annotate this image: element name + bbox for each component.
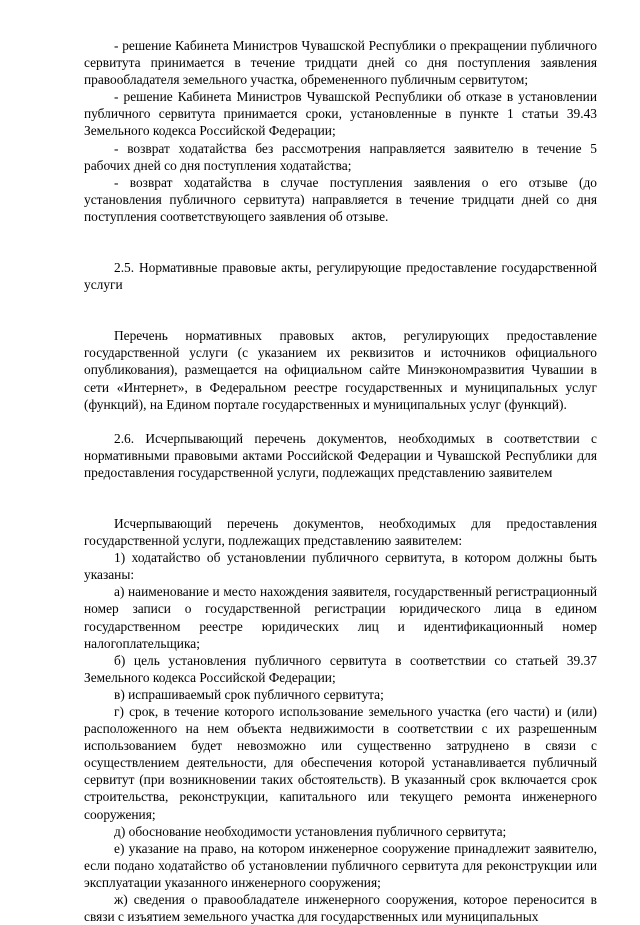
list-item-zh: ж) сведения о правообладателе инженерного сооружения, которое переносится в связи с изъятием земельного участка для государственных или муниципальных	[84, 892, 597, 925]
paragraph-term-termination: - решение Кабинета Министров Чувашской Республики о прекращении публичного сервитута принимается в течение тридцати дней со дня поступления заявления правообладателя земельного участка, обремененного публичным сервитутом;	[84, 38, 597, 88]
spacer	[84, 293, 597, 327]
paragraph-term-refusal: - решение Кабинета Министров Чувашской Республики об отказе в установлении публичного сервитута принимается сроки, установленные в пункте 1 статьи 39.43 Земельного кодекса Российской Федерации;	[84, 89, 597, 139]
paragraph-legal-acts: Перечень нормативных правовых актов, регулирующих предоставление государственной услуги (с указанием их реквизитов и источников официального опубликования), размещается на официальном сайте Минэкономразвития Чувашии в сети «Интернет», в Федеральном реестре государственных и муниципальных услуг (функций), на Едином портале государственных и муниципальных услуг (функций).	[84, 328, 597, 412]
list-item-a: а) наименование и место нахождения заявителя, государственный регистрационный номер записи о государственной регистрации юридического лица в едином государственном реестре юридических лиц и идентификационный номер налогоплательщика;	[84, 584, 597, 651]
paragraph-term-return: - возврат ходатайства без рассмотрения направляется заявителю в течение 5 рабочих дней со дня поступления ходатайства;	[84, 140, 597, 173]
list-item-1: 1) ходатайство об установлении публичного сервитута, в котором должны быть указаны:	[84, 550, 597, 583]
list-item-e: е) указание на право, на котором инженерное сооружение принадлежит заявителю, если подано ходатайство об установлении публичного сервитута для реконструкции или эксплуатации указанного инженерного сооружения;	[84, 840, 597, 890]
list-item-g: г) срок, в течение которого использование земельного участка (его части) и (или) расположенного на нем объекта недвижимости в соответствии с их разрешенным использованием будет невозможно или существенно затруднено в связи с осуществлением деятельности, для обеспечения которой устанавливается публичный сервитут (при возникновении таких обстоятельств). В указанный срок включается срок строительства, реконструкции, капитального или текущего ремонта инженерного сооружения;	[84, 704, 597, 822]
section-heading-2-5: 2.5. Нормативные правовые акты, регулирующие предоставление государственной услуги	[84, 260, 597, 293]
spacer	[84, 225, 597, 259]
spacer	[84, 481, 597, 515]
paragraph-term-withdrawal: - возврат ходатайства в случае поступления заявления о его отзыве (до установления публичного сервитута) направляется в течение тридцати дней со дня поступления соответствующего заявления об отзыве.	[84, 174, 597, 224]
document-body	[84, 37, 597, 925]
list-item-b: б) цель установления публичного сервитута в соответствии со статьей 39.37 Земельного кодекса Российской Федерации;	[84, 652, 597, 685]
section-heading-2-6: 2.6. Исчерпывающий перечень документов, необходимых в соответствии с нормативными правовыми актами Российской Федерации и Чувашской Республики для предоставления государственной услуги, подлежащих представлению заявителем	[84, 430, 597, 480]
paragraph-documents-intro: Исчерпывающий перечень документов, необходимых для предоставления государственной услуги, подлежащих представлению заявителем:	[84, 515, 597, 549]
spacer	[84, 413, 597, 430]
list-item-d: д) обоснование необходимости установления публичного сервитута;	[114, 823, 507, 839]
list-item-v: в) испрашиваемый срок публичного сервитута;	[114, 686, 384, 702]
